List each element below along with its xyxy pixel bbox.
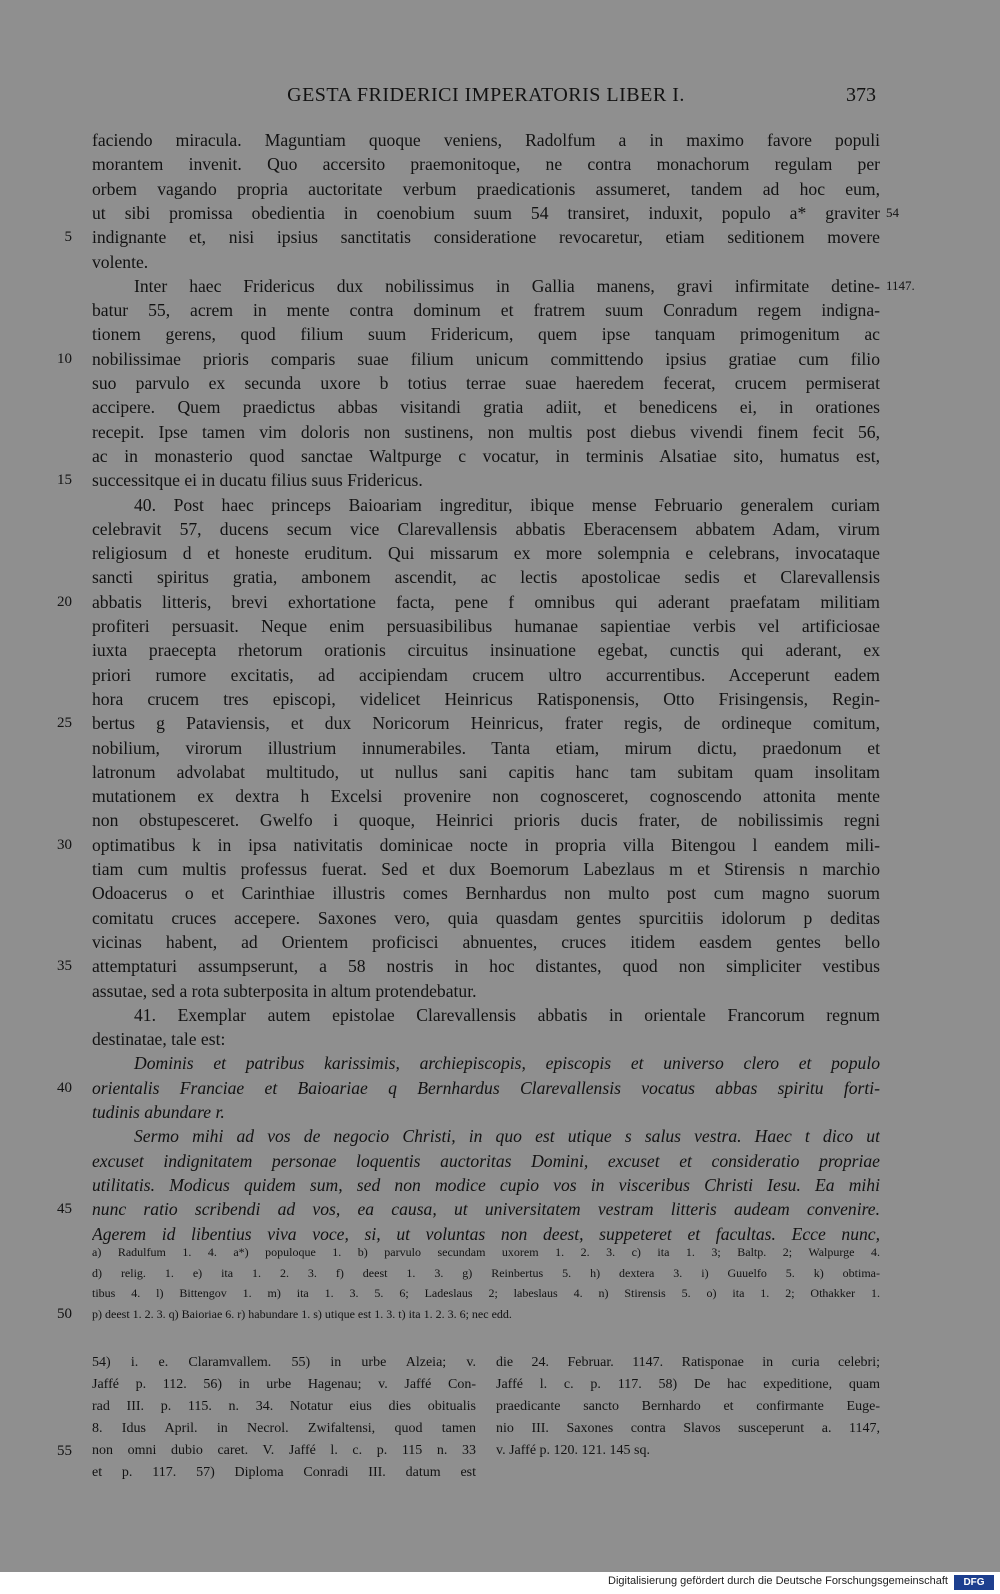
text-line: priori rumore excitatis, ad accipiendam crucem ultro accurrentibus. Acceperunt eadem (92, 664, 880, 685)
line-number: 5 (64, 229, 72, 246)
line-number: 15 (57, 472, 72, 489)
text-line: mutationem ex dextra h Excelsi provenire non cognosceret, cognoscendo attonita mente (92, 786, 880, 807)
line-number: 35 (57, 958, 72, 975)
text-line: bertus g Pataviensis, et dux Noricorum Heinricus, frater regis, de ordineque comitum, (92, 713, 880, 734)
text-line: 40. Post haec princeps Baioariam ingreditur, ibique mense Februario generalem curiam (134, 494, 880, 515)
page-number: 373 (846, 84, 876, 106)
text-line: Dominis et patribus karissimis, archiepiscopis, episcopis et universo clero et populo (134, 1053, 880, 1074)
commentary-line: non omni dubio caret. V. Jaffé l. c. p. 115 n. 33 (92, 1443, 476, 1458)
text-line: religiosum d et honeste eruditum. Qui missarum ex more solempnia e celebrans, invocataque (92, 543, 880, 564)
text-line: abbatis litteris, brevi exhortatione facta, pene f omnibus qui aderant praefatam militiam (92, 591, 880, 612)
variant-note-line: p) deest 1. 2. 3. q) Baioriae 6. r) habundare 1. s) utique est 1. 3. t) ita 1. 2. 3. 6; nec edd. (92, 1306, 512, 1321)
text-line: nobilium, virorum illustrium innumerabiles. Tanta etiam, mirum dictu, praedonum et (92, 737, 880, 758)
line-number: 20 (57, 593, 72, 610)
line-number: 30 (57, 836, 72, 853)
line-number: 10 (57, 350, 72, 367)
text-line: nobilissimae prioris comparis suae filium unicum committendo ipsius gratiae cum filio (92, 348, 880, 369)
text-line: non obstupesceret. Gwelfo i quoque, Heinrici prioris ducis frater, de nobilissimis regni (92, 810, 880, 831)
text-line: assutae, sed a rota subterposita in altum protendebatur. (92, 980, 477, 1001)
line-number: 25 (57, 715, 72, 732)
text-line: profiteri persuasit. Neque enim persuasibilibus humanae sapientiae verbis vel artificiosae (92, 616, 880, 636)
commentary-line: rad III. p. 115. n. 34. Notatur eius dies obitualis (92, 1399, 476, 1414)
text-line: 41. Exemplar autem epistolae Clarevallensis abbatis in orientale Francorum regnum (134, 1004, 880, 1025)
text-line: tiam cum multis professus fuerat. Sed et dux Boemorum Labezlaus m et Stirensis n marchio (92, 859, 880, 879)
commentary-line: 8. Idus April. in Necrol. Zwifaltensi, quod tamen (92, 1421, 476, 1436)
commentary-line: praedicante sancto Bernhardo et confirmante Euge- (496, 1399, 880, 1414)
text-line: excuset indignitatem personae loquentis auctoritas Domini, excuset et consideratio propriae (92, 1150, 880, 1171)
variant-note-line: d) relig. 1. e) ita 1. 2. 3. f) deest 1. 3. g) Reinbertus 5. h) dextera 3. i) Guuelfo 5. k) obtima- (92, 1265, 880, 1280)
text-line: nunc ratio scribendi ad vos, ea causa, ut universitatem vestram litteris audeam convenire. (92, 1199, 880, 1220)
commentary-line: Jaffé l. c. p. 117. 58) De hac expeditione, quam (496, 1377, 880, 1392)
commentary-line: 54) i. e. Claramvallem. 55) in urbe Alzeia; v. (92, 1355, 476, 1370)
text-line: vicinas habent, ad Orientem proficisci abnuentes, cruces itidem easdem gentes bello (92, 931, 880, 952)
text-line: morantem invenit. Quo accersito praemonitoque, ne contra monachorum regulam per (92, 154, 880, 175)
text-line: ut sibi promissa obedientia in coenobium suum 54 transiret, induxit, populo a* graviter (92, 202, 880, 223)
text-line: ac in monasterio quod sanctae Waltpurge c vocatur, in terminis Alsatiae sito, humatus est, (92, 445, 880, 466)
text-line: tudinis abundare r. (92, 1102, 225, 1122)
text-line: suo parvulo ex secunda uxore b totius terrae suae haeredem fecerat, crucem permiserat (92, 373, 880, 393)
commentary-line: v. Jaffé p. 120. 121. 145 sq. (496, 1443, 650, 1458)
variant-note-line: tibus 4. l) Bittengov 1. m) ita 1. 3. 5. 6; Ladeslaus 2; labeslaus 4. n) Stirensis 5. o) ita 1. 2; Othakker 1. (92, 1286, 880, 1300)
line-number: 40 (57, 1079, 72, 1096)
text-line: successitque ei in ducatu filius suus Fridericus. (92, 470, 423, 491)
commentary-line: et p. 117. 57) Diploma Conradi III. datum est (92, 1465, 476, 1480)
text-line: indignante et, nisi ipsius sanctitatis consideratione revocaretur, etiam seditionem movere (92, 227, 880, 248)
text-line: recepit. Ipse tamen vim doloris non sustinens, non multis post diebus vivendi finem fecit 56, (92, 421, 880, 442)
commentary-line: die 24. Februar. 1147. Ratisponae in curia celebri; (496, 1355, 880, 1370)
text-line: attemptaturi assumpserunt, a 58 nostris in hoc distantes, quod non simpliciter vestibus (92, 956, 880, 977)
margin-note: 54 (886, 204, 899, 220)
text-line: iuxta praecepta rhetorum orationis circuitus insinuatione egebat, cunctis qui aderant, ex (92, 640, 880, 661)
commentary-column-left (92, 1352, 476, 1484)
commentary-line: Jaffé p. 112. 56) in urbe Hagenau; v. Jaffé Con- (92, 1377, 476, 1392)
commentary-column-right (496, 1352, 880, 1462)
line-number: 55 (57, 1443, 72, 1459)
text-line: sancti spiritus gratia, ambonem ascendit, ac lectis apostolicae sedis et Clarevallensis (92, 567, 880, 588)
text-line: tionem gerens, quod filium suum Fridericum, quem ipse tanquam primogenitum ac (92, 324, 880, 345)
line-number: 50 (57, 1305, 72, 1322)
text-line: optimatibus k in ipsa nativitatis dominicae nocte in propria villa Bitengou l eandem mili- (92, 834, 880, 855)
text-line: orientalis Franciae et Baioariae q Bernhardus Clarevallensis vocatus abbas spiritu forti- (92, 1077, 880, 1098)
text-line: faciendo miracula. Maguntiam quoque veniens, Radolfum a in maximo favore populi (92, 130, 880, 150)
line-number: 45 (57, 1201, 72, 1218)
text-line: latronum advolabat multitudo, ut nullus sani capitis hanc tam subitam quam insolitam (92, 761, 880, 782)
margin-note: 1147. (886, 277, 915, 293)
text-line: batur 55, acrem in mente contra dominum et fratrem suum Conradum regem indigna- (92, 300, 880, 321)
text-line: orbem vagando propria auctoritate verbum praedicationis assumeret, tandem ad hoc eum, (92, 178, 880, 199)
text-line: Odoacerus o et Carinthiae illustris comes Bernhardus non multo post cum magno suorum (92, 883, 880, 904)
footer-credit: Digitalisierung gefördert durch die Deutsche Forschungsgemeinschaft (608, 1575, 948, 1587)
text-line: destinatae, tale est: (92, 1029, 226, 1050)
running-head: GESTA FRIDERICI IMPERATORIS LIBER I. (287, 84, 685, 106)
dfg-logo: DFG (954, 1575, 994, 1590)
text-line: celebravit 57, ducens secum vice Clarevallensis abbatis Eberacensem abbatem Adam, virum (92, 518, 880, 539)
text-line: Agerem id libentius viva voce, si, ut voluntas non deest, suppeteret et facultas. Ecce nunc, (92, 1223, 880, 1244)
text-line: Sermo mihi ad vos de negocio Christi, in quo est utique s salus vestra. Haec t dico ut (134, 1126, 880, 1147)
variant-note-line: a) Radulfum 1. 4. a*) populoque 1. b) parvulo secundam uxorem 1. 2. 3. c) ita 1. 3; Baltp. 2; Walpurge 4. (92, 1245, 880, 1259)
footer-bar (0, 1572, 1000, 1594)
text-line: accipere. Quem praedictus abbas visitandi gratia adiit, et benedicens ei, in orationes (92, 397, 880, 418)
text-line: Inter haec Fridericus dux nobilissimus in Gallia manens, gravi infirmitate detine- (134, 275, 880, 296)
text-line: comitatu cruces accepere. Saxones vero, quia quasdam gentes spurcitiis idolorum p deditas (92, 907, 880, 928)
text-line: utilitatis. Modicus quidem sum, sed non modice cupio vos in visceribus Christi Iesu. Ea mihi (92, 1174, 880, 1195)
commentary-line: nio III. Saxones contra Slavos susceperunt a. 1147, (496, 1421, 880, 1436)
text-line: hora crucem tres episcopi, videlicet Heinricus Ratisponensis, Otto Frisingensis, Regin- (92, 688, 880, 709)
text-line: volente. (92, 251, 149, 272)
